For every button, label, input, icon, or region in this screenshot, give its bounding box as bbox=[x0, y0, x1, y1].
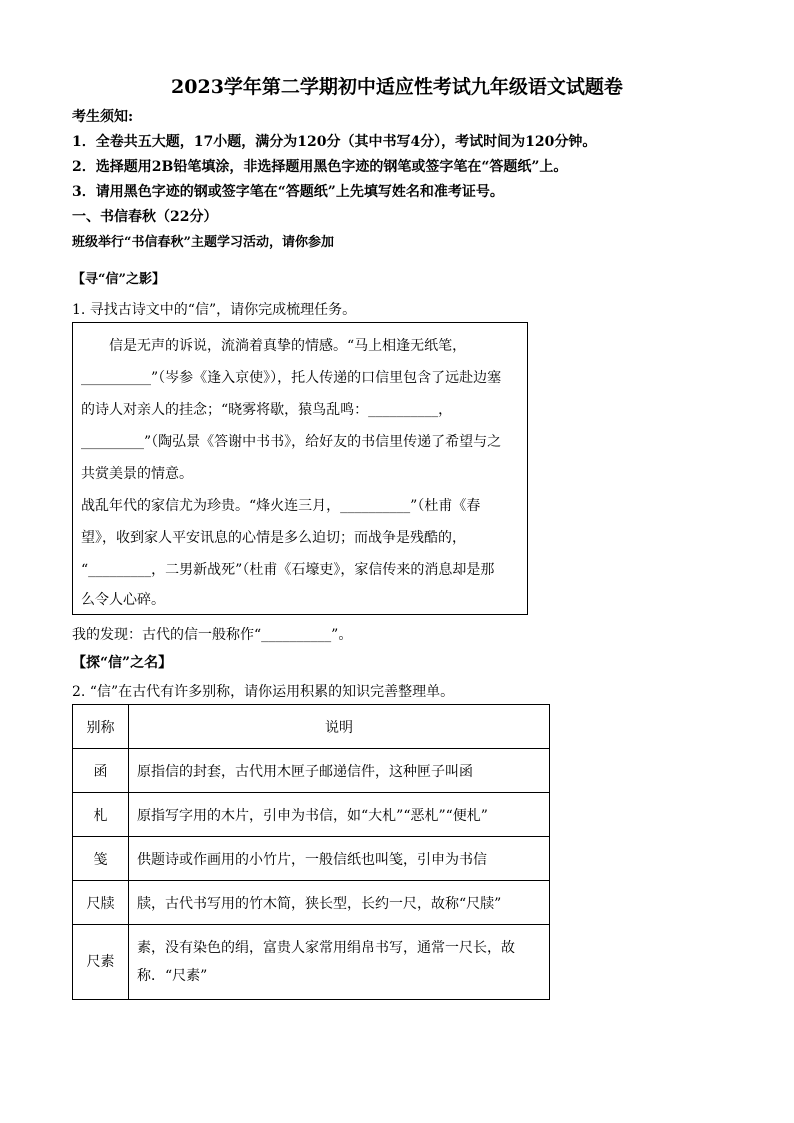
notice-item: 1．全卷共五大题，17小题，满分为120分（其中书写4分），考试时间为120分钟。 bbox=[72, 134, 597, 150]
box-line: 望》，收到家人平安讯息的心情是多么迫切；而战争是残酷的， bbox=[81, 530, 466, 546]
discovery-line: 我的发现：古代的信一般称作“__________”。 bbox=[72, 627, 353, 643]
alias-name: 尺牍 bbox=[73, 881, 129, 925]
alias-desc: 原指信的封套，古代用木匣子邮递信件，这种匣子叫函 bbox=[129, 749, 550, 793]
page-title: 2023学年第二学期初中适应性考试九年级语文试题卷 bbox=[171, 76, 623, 98]
alias-desc-line: 素，没有染色的绢，富贵人家常用绢帛书写，通常一尺长，故 bbox=[137, 940, 515, 956]
box-line: 么令人心碎。 bbox=[81, 592, 165, 608]
alias-name: 札 bbox=[73, 793, 129, 837]
box-line: “_________，二男新战死”（杜甫《石壕吏》，家信传来的消息却是那 bbox=[81, 562, 495, 578]
table-row bbox=[73, 793, 550, 837]
alias-desc bbox=[129, 925, 550, 1000]
box-line: 共赏美景的情意。 bbox=[81, 466, 193, 482]
alias-desc: 牍，古代书写用的竹木简，狭长型，长约一尺，故称“尺牍” bbox=[129, 881, 550, 925]
box-line: __________”（岑参《逢入京使》），托人传递的口信里包含了远赴边塞 bbox=[81, 370, 502, 386]
section-intro: 班级举行“书信春秋”主题学习活动，请你参加 bbox=[72, 235, 334, 250]
table-row bbox=[73, 925, 550, 1000]
poem-box bbox=[72, 322, 528, 615]
table-row bbox=[73, 749, 550, 793]
alias-name: 笺 bbox=[73, 837, 129, 881]
alias-name: 函 bbox=[73, 749, 129, 793]
table-header-row bbox=[73, 705, 550, 749]
part-heading: 【探“信”之名】 bbox=[72, 655, 173, 671]
alias-table bbox=[72, 704, 550, 1000]
section-heading: 一、书信春秋（22分） bbox=[72, 209, 218, 225]
question-2: 2. “信”在古代有许多别称，请你运用积累的知识完善整理单。 bbox=[72, 684, 455, 700]
column-header: 别称 bbox=[73, 705, 129, 749]
table-row bbox=[73, 881, 550, 925]
box-line: 战乱年代的家信尤为珍贵。“烽火连三月，__________”（杜甫《春 bbox=[81, 498, 481, 514]
alias-desc: 供题诗或作画用的小竹片，一般信纸也叫笺，引申为书信 bbox=[129, 837, 550, 881]
alias-name: 尺素 bbox=[73, 925, 129, 1000]
box-line: _________”（陶弘景《答谢中书书》，给好友的书信里传递了希望与之 bbox=[81, 434, 502, 450]
table-row bbox=[73, 837, 550, 881]
notice-heading: 考生须知: bbox=[72, 109, 134, 125]
alias-desc-line: 称．“尺素” bbox=[137, 968, 208, 984]
notice-item: 3．请用黑色字迹的钢或签字笔在“答题纸”上先填写姓名和准考证号。 bbox=[72, 184, 504, 200]
column-header: 说明 bbox=[129, 705, 550, 749]
alias-desc: 原指写字用的木片，引申为书信，如“大札”“恶札”“便札” bbox=[129, 793, 550, 837]
part-heading: 【寻“信”之影】 bbox=[72, 272, 165, 287]
notice-item: 2．选择题用2B铅笔填涂，非选择题用黑色字迹的钢笔或签字笔在“答题纸”上。 bbox=[72, 159, 568, 175]
box-line: 的诗人对亲人的挂念；“晓雾将歇，猿鸟乱鸣：__________， bbox=[81, 402, 453, 418]
box-line: 信是无声的诉说，流淌着真挚的情感。“马上相逢无纸笔， bbox=[109, 338, 467, 354]
question-1: 1. 寻找古诗文中的“信”，请你完成梳理任务。 bbox=[72, 302, 357, 318]
